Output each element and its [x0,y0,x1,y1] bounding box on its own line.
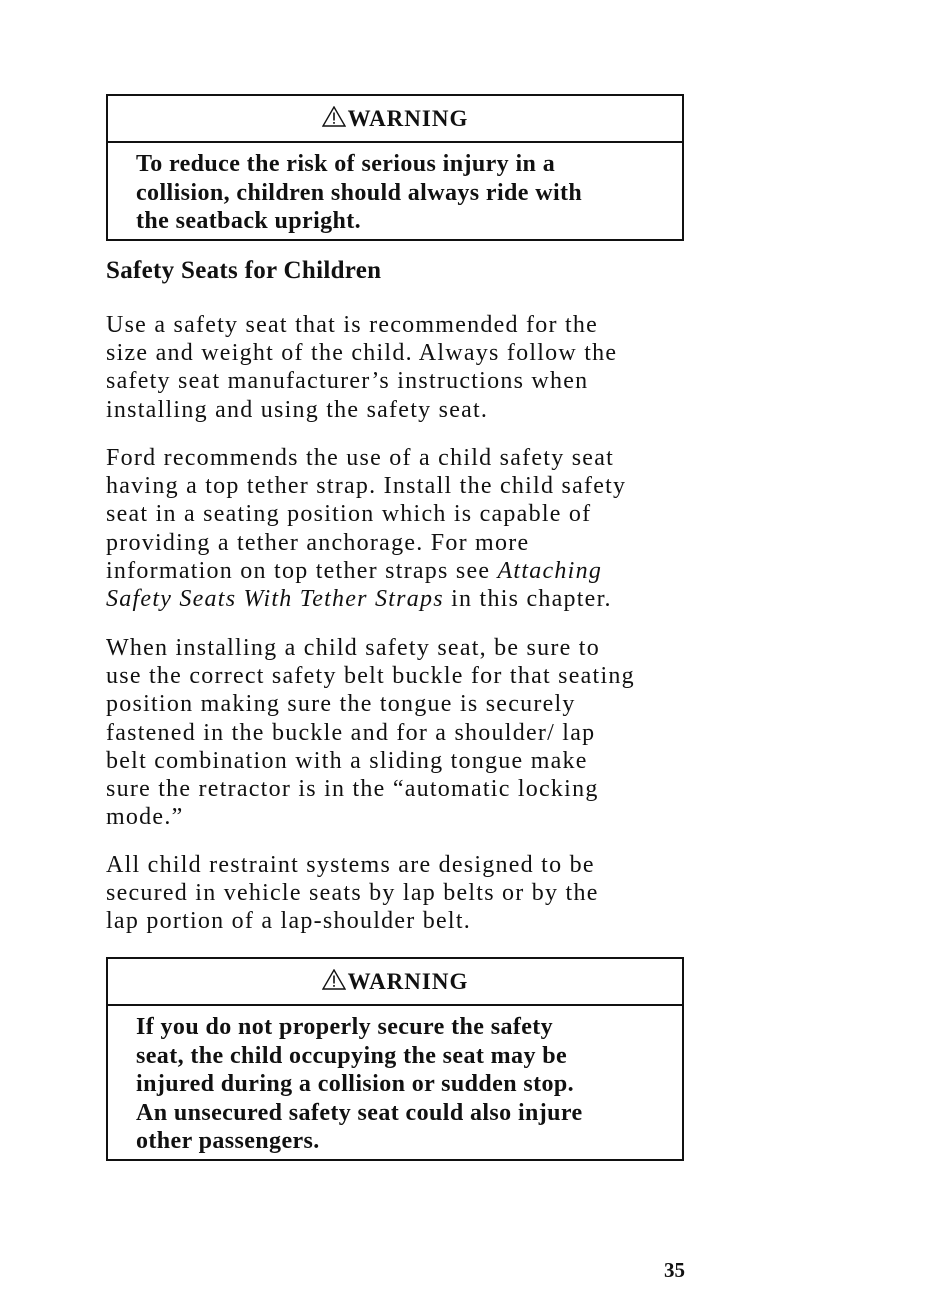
warning-triangle-icon [322,106,346,127]
paragraph-line: providing a tether anchorage. For more [106,529,530,556]
warning-line: To reduce the risk of serious injury in a [136,151,556,177]
paragraph-line: Ford recommends the use of a child safety seat [106,445,615,471]
paragraph-line: belt combination with a sliding tongue make [106,747,588,774]
page-number: 35 [664,1258,685,1282]
paragraph-restraint-systems [106,851,696,936]
paragraph-line [106,557,696,585]
paragraph-line: Use a safety seat that is recommended for the [106,312,599,338]
paragraph-line: All child restraint systems are designed to be [106,852,595,878]
paragraph-line: sure the retractor is in the “automatic locking [106,776,599,803]
warning-box-bottom [106,957,684,1161]
section-heading: Safety Seats for Children [106,257,382,284]
warning-line: An unsecured safety seat could also injure [136,1099,583,1126]
paragraph-line: position making sure the tongue is securely [106,691,576,718]
warning-line: injured during a collision or sudden stop. [136,1071,575,1097]
paragraph-line: lap portion of a lap-shoulder belt. [106,908,471,935]
cross-reference-link: Safety Seats With Tether Straps [106,586,444,613]
warning-header [108,96,682,143]
paragraph-line: When installing a child safety seat, be sure to [106,635,600,661]
paragraph-installation [106,634,696,831]
warning-line: collision, children should always ride with [136,179,583,206]
warning-line: If you do not properly secure the safety [136,1014,554,1040]
warning-text [108,143,682,242]
warning-box-top [106,94,684,241]
warning-line: seat, the child occupying the seat may be [136,1042,568,1069]
paragraph-line: mode.” [106,804,184,831]
paragraph-tether-strap [106,444,696,613]
paragraph-line: use the correct safety belt buckle for that seating [106,663,635,690]
paragraph-line: having a top tether strap. Install the child safety [106,473,627,500]
paragraph-line: seat in a seating position which is capable of [106,501,592,528]
reference-suffix: in this chapter. [443,586,612,613]
warning-line: other passengers. [136,1128,320,1154]
warning-line: the seatback upright. [136,208,362,234]
paragraph-line: installing and using the safety seat. [106,396,489,423]
paragraph-line: size and weight of the child. Always follow the [106,340,618,367]
cross-reference-link: Attaching [497,557,603,584]
paragraph-safety-seat-selection [106,311,696,424]
paragraph-line [106,585,696,613]
warning-triangle-icon [322,969,346,990]
reference-prefix: information on top tether straps see [106,557,498,584]
paragraph-line: fastened in the buckle and for a shoulder/ lap [106,719,596,746]
warning-header [108,959,682,1006]
paragraph-line: safety seat manufacturer’s instructions when [106,368,589,395]
paragraph-line: secured in vehicle seats by lap belts or by the [106,880,599,907]
warning-title: WARNING [347,105,469,131]
warning-text [108,1006,682,1162]
warning-title: WARNING [347,968,469,994]
